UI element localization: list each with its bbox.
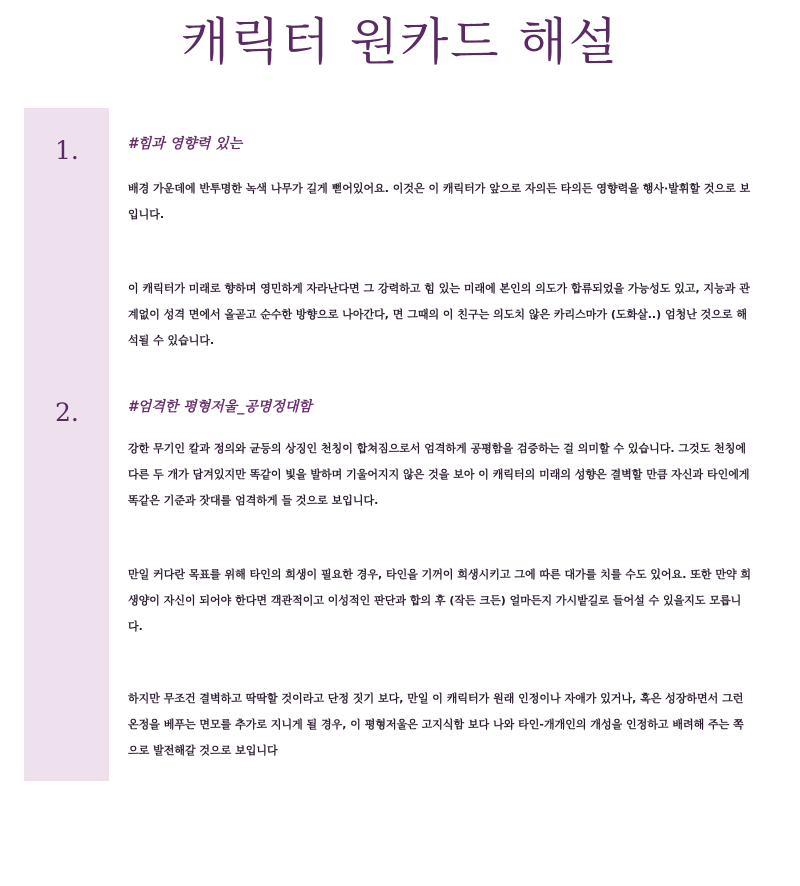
- section-heading-2: #엄격한 평형저울_공명정대함: [128, 399, 312, 415]
- section-1-paragraph-2: 이 캐릭터가 미래로 향하며 영민하게 자라난다면 그 강력하고 힘 있는 미래에 본인의 의도가 합류되었을 가능성도 있고, 지능과 관계없이 성격 면에서 올곧고 순수한 방향으로 나아간다, 면 그때의 이 친구는 의도치 않은 카리스마가 (도화살..) 엄청난 것으로 해석될 수 있습니다.: [128, 282, 750, 347]
- section-number-2: 2.: [55, 398, 79, 427]
- page-title: 캐릭터 원카드 해설: [180, 13, 620, 71]
- section-1-paragraph-1: 배경 가운데에 반투명한 녹색 나무가 길게 뻗어있어요. 이것은 이 캐릭터가 앞으로 자의든 타의든 영향력을 행사·발휘할 것으로 보입니다.: [128, 182, 751, 221]
- section-heading-1: #힘과 영향력 있는: [128, 136, 243, 152]
- section-number-1: 1.: [55, 136, 79, 165]
- sidebar-band: [24, 108, 109, 781]
- section-2-paragraph-2: 만일 커다란 목표를 위해 타인의 희생이 필요한 경우, 타인을 기꺼이 희생시키고 그에 따른 대가를 치를 수도 있어요. 또한 만약 희생양이 자신이 되어야 한다면 객관적이고 이성적인 판단과 합의 후 (작든 크든) 얼마든지 가시밭길로 들어설 수 있을지도 모릅니다.: [128, 568, 752, 633]
- section-2-paragraph-3: 하지만 무조건 결벽하고 딱딱할 것이라고 단정 짓기 보다, 만일 이 캐릭터가 원래 인정이나 자애가 있거나, 혹은 성장하면서 그런 온정을 베푸는 면모를 추가로 지니게 될 경우, 이 평형저울은 고지식함 보다 나와 타인-개개인의 개성을 인정하고 배려해 주는 쪽으로 발전해갈 것으로 보입니다: [128, 692, 744, 757]
- section-2-paragraph-1: 강한 무기인 칼과 정의와 균등의 상징인 천칭이 합쳐짐으로서 엄격하게 공평함을 검증하는 걸 의미할 수 있습니다. 그것도 천칭에 다른 두 개가 담겨있지만 똑같이 빛을 발하며 기울어지지 않은 것을 보아 이 캐릭터의 미래의 성향은 결벽할 만큼 자신과 타인에게 똑같은 기준과 잣대를 엄격하게 들 것으로 보입니다.: [128, 442, 750, 507]
